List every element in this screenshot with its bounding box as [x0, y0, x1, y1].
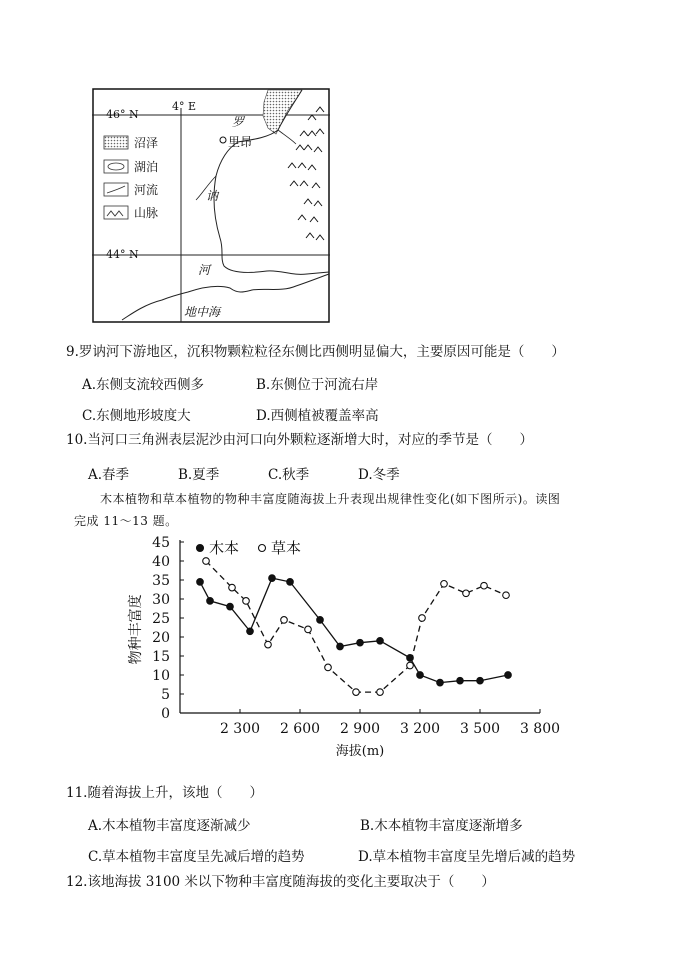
x-axis-label: 海拔(m) [335, 744, 385, 759]
q11-option-c[interactable]: C.草本植物丰富度呈先减后增的趋势 [88, 849, 305, 865]
q11-option-d[interactable]: D.草本植物丰富度呈先增后减的趋势 [358, 849, 576, 865]
woody-point [197, 579, 204, 586]
mountain-icon [104, 206, 128, 219]
lat-46-label: 46° N [106, 108, 139, 121]
herb-point [243, 598, 250, 605]
herb-point [229, 584, 236, 591]
intro-line-1: 木本植物和草本植物的物种丰富度随海拔上升表现出规律性变化(如下图所示)。读图 [100, 492, 561, 506]
y-tick-label: 20 [152, 630, 170, 646]
woody-point [437, 679, 444, 686]
woody-point [377, 638, 384, 645]
river-char-1: 罗 [232, 115, 245, 129]
q12-stem: 12.该地海拔 3100 米以下物种丰富度随海拔的变化主要取决于（ ） [66, 874, 495, 890]
city-label: 里昂 [228, 135, 253, 149]
lon-4-label: 4° E [172, 100, 197, 113]
herb-point [203, 558, 210, 565]
herb-point [265, 641, 272, 648]
x-tick-label: 2 900 [339, 721, 381, 737]
woody-point [457, 677, 464, 684]
q11-option-a[interactable]: A.木本植物丰富度逐渐减少 [88, 818, 251, 834]
species-richness-chart [120, 530, 560, 770]
herb-series-line [206, 561, 506, 692]
legend-woody-marker [197, 545, 204, 552]
legend-woody-label: 木本 [209, 539, 240, 557]
y-tick-label: 45 [152, 535, 170, 551]
river-icon [104, 183, 128, 196]
herb-point [463, 590, 470, 597]
y-axis-label: 物种丰富度 [128, 594, 144, 665]
x-tick-label: 2 600 [279, 721, 321, 737]
chart-axes [180, 540, 540, 713]
herb-point [503, 592, 510, 599]
legend-label-mountain: 山脉 [134, 206, 159, 220]
herb-point [305, 626, 312, 633]
legend-herb-marker [259, 545, 266, 552]
q10-stem: 10.当河口三角洲表层泥沙由河口向外颗粒逐渐增大时，对应的季节是（ ） [66, 432, 533, 448]
woody-point [227, 603, 234, 610]
q9-option-a[interactable]: A.东侧支流较西侧多 [82, 377, 205, 393]
lat-44-label: 44° N [106, 248, 139, 261]
q10-option-a[interactable]: A.春季 [88, 467, 130, 483]
herb-point [353, 689, 360, 696]
woody-point [477, 677, 484, 684]
x-tick-label: 3 800 [519, 721, 560, 737]
woody-point [207, 598, 214, 605]
q9-option-d[interactable]: D.西侧植被覆盖率高 [256, 408, 379, 424]
woody-point [357, 639, 364, 646]
woody-point [337, 643, 344, 650]
herb-point [377, 689, 384, 696]
rhone-map [92, 88, 330, 324]
woody-series-line [200, 578, 508, 683]
y-tick-label: 40 [152, 554, 170, 570]
river-char-2: 讷 [206, 189, 219, 203]
y-tick-label: 35 [152, 573, 170, 589]
intro-line-2: 完成 11～13 题。 [74, 514, 178, 528]
herb-point [325, 664, 332, 671]
woody-point [269, 575, 276, 582]
woody-point [417, 672, 424, 679]
river-char-3: 河 [198, 263, 211, 277]
q11-option-b[interactable]: B.木本植物丰富度逐渐增多 [360, 818, 523, 834]
q10-option-b[interactable]: B.夏季 [178, 467, 220, 483]
herb-point [281, 617, 288, 624]
sea-label: 地中海 [184, 305, 221, 319]
q11-stem: 11.随着海拔上升，该地（ ） [66, 785, 263, 801]
herb-point [481, 582, 488, 589]
y-tick-label: 30 [152, 592, 170, 608]
legend-label-lake: 湖泊 [134, 160, 159, 174]
lyon-marker [220, 137, 226, 143]
q9-stem: 9.罗讷河下游地区，沉积物颗粒粒径东侧比西侧明显偏大，主要原因可能是（ ） [66, 344, 565, 360]
x-tick-label: 3 500 [459, 721, 501, 737]
woody-point [317, 617, 324, 624]
y-tick-label: 10 [152, 668, 170, 684]
x-tick-label: 3 200 [399, 721, 441, 737]
q10-option-c[interactable]: C.秋季 [268, 467, 310, 483]
q9-option-c[interactable]: C.东侧地形坡度大 [82, 408, 191, 424]
x-tick-label: 2 300 [219, 721, 261, 737]
legend-label-swamp: 沼泽 [134, 136, 159, 150]
woody-point [287, 579, 294, 586]
swamp-icon [104, 136, 128, 149]
y-tick-label: 15 [152, 649, 170, 665]
legend-herb-label: 草本 [271, 539, 302, 557]
y-ticks [152, 535, 184, 722]
q10-option-d[interactable]: D.冬季 [358, 467, 400, 483]
woody-point [247, 628, 254, 635]
y-tick-label: 5 [161, 687, 170, 703]
chart-series [197, 558, 512, 696]
herb-point [407, 662, 414, 669]
y-tick-label: 0 [161, 706, 170, 722]
y-tick-label: 25 [152, 611, 170, 627]
chart-legend [197, 539, 302, 557]
herb-point [441, 581, 448, 588]
woody-point [505, 672, 512, 679]
herb-point [419, 615, 426, 622]
legend-label-river: 河流 [134, 183, 159, 197]
lake-icon [104, 160, 128, 173]
q9-option-b[interactable]: B.东侧位于河流右岸 [256, 377, 379, 393]
